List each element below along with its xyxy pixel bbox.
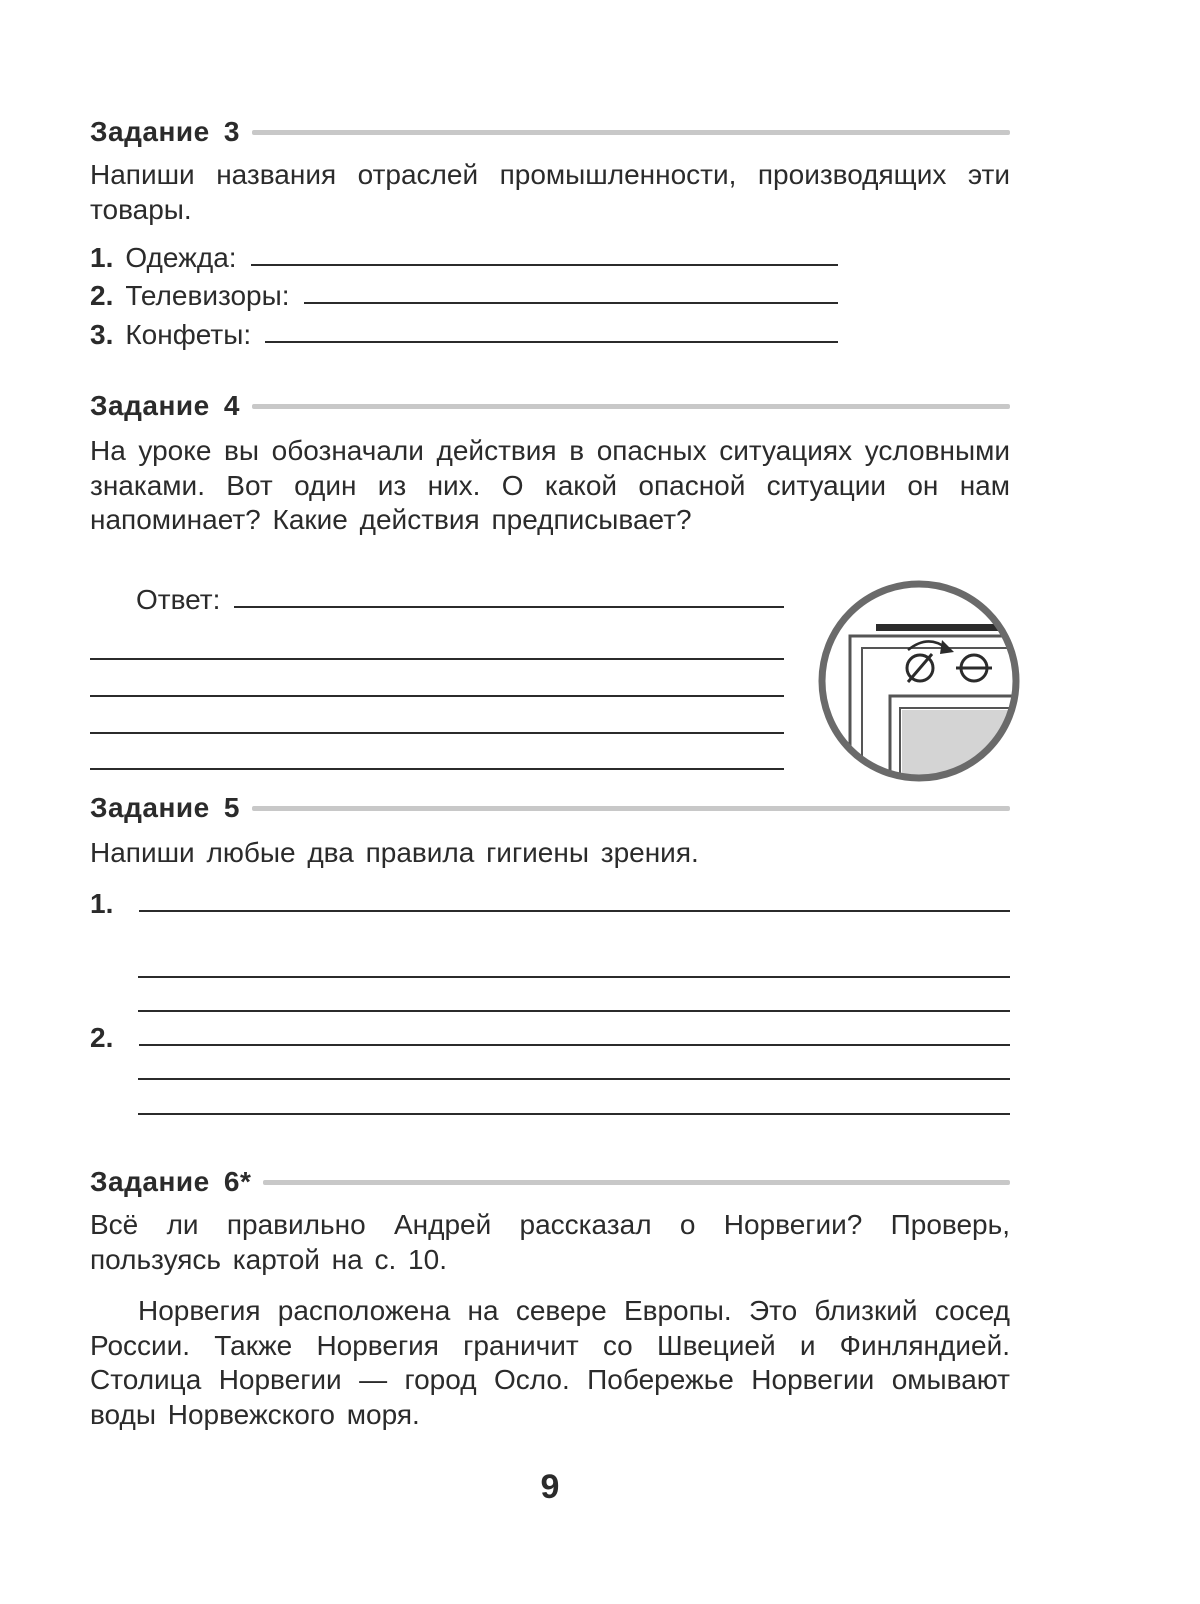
task-5-title: Задание 5: [90, 792, 241, 823]
answer-line[interactable]: [265, 341, 838, 343]
item-label: Конфеты:: [125, 319, 252, 350]
task-5-text: Напиши любые два правила гигиены зрения.: [90, 837, 699, 868]
window-lock-sign-icon: [816, 578, 1022, 784]
answer-line[interactable]: [138, 1010, 1010, 1012]
task-6-text: Всё ли правильно Андрей рассказал о Норвегии? Проверь, пользуясь картой на с. 10.: [90, 1209, 1010, 1275]
answer-line[interactable]: [234, 606, 784, 608]
item-label: Одежда:: [125, 242, 237, 273]
item-number: 1.: [90, 242, 114, 273]
heading-rule: [252, 404, 1010, 409]
answer-line[interactable]: [251, 264, 838, 266]
answer-line[interactable]: [90, 695, 784, 697]
heading-rule: [252, 806, 1010, 811]
task-5-heading: [90, 788, 1010, 828]
answer-line[interactable]: [90, 658, 784, 660]
task-3-item-2: [90, 272, 838, 312]
item-number: 1.: [90, 888, 114, 919]
page-number: 9: [540, 1468, 560, 1506]
item-number: 2.: [90, 280, 114, 311]
answer-line[interactable]: [138, 1113, 1010, 1115]
task-6-heading: [90, 1162, 1010, 1202]
item-label: Телевизоры:: [125, 280, 290, 311]
answer-label: Ответ:: [136, 584, 221, 615]
task-3-title: Задание 3: [90, 116, 241, 147]
answer-line[interactable]: [139, 1044, 1010, 1046]
item-number: 2.: [90, 1022, 114, 1053]
item-number: 3.: [90, 319, 114, 350]
task-4-text: На уроке вы обозначали действия в опасных ситуациях условными знаками. Вот один из них. О какой опасной ситуации он нам напоминает? Какие действия предписывает?: [90, 435, 1010, 535]
answer-line[interactable]: [304, 302, 838, 304]
task-5-item-2: [90, 1014, 1010, 1054]
task-6-story: Норвегия расположена на севере Европы. Это близкий сосед России. Также Норвегия граничит со Швецией и Финляндией. Столица Норвегии — город Осло. Побережье Норвегии омывают воды Норвежского моря.: [90, 1295, 1010, 1430]
heading-rule: [252, 130, 1010, 135]
task-3-item-3: [90, 311, 838, 351]
answer-line[interactable]: [90, 768, 784, 770]
answer-line[interactable]: [138, 1078, 1010, 1080]
heading-rule: [263, 1180, 1010, 1185]
task-3-text: Напиши названия отраслей промышленности, производящих эти товары.: [90, 159, 1010, 225]
task-6-title: Задание 6*: [90, 1166, 252, 1197]
task-3-heading: [90, 112, 1010, 152]
answer-line[interactable]: [139, 910, 1010, 912]
task-5-item-1: [90, 880, 1010, 920]
task-4-heading: [90, 386, 1010, 426]
answer-line[interactable]: [138, 976, 1010, 978]
answer-line[interactable]: [90, 732, 784, 734]
task-3-item-1: [90, 234, 838, 274]
task-4-answer-row: [136, 576, 784, 616]
task-4-title: Задание 4: [90, 390, 241, 421]
